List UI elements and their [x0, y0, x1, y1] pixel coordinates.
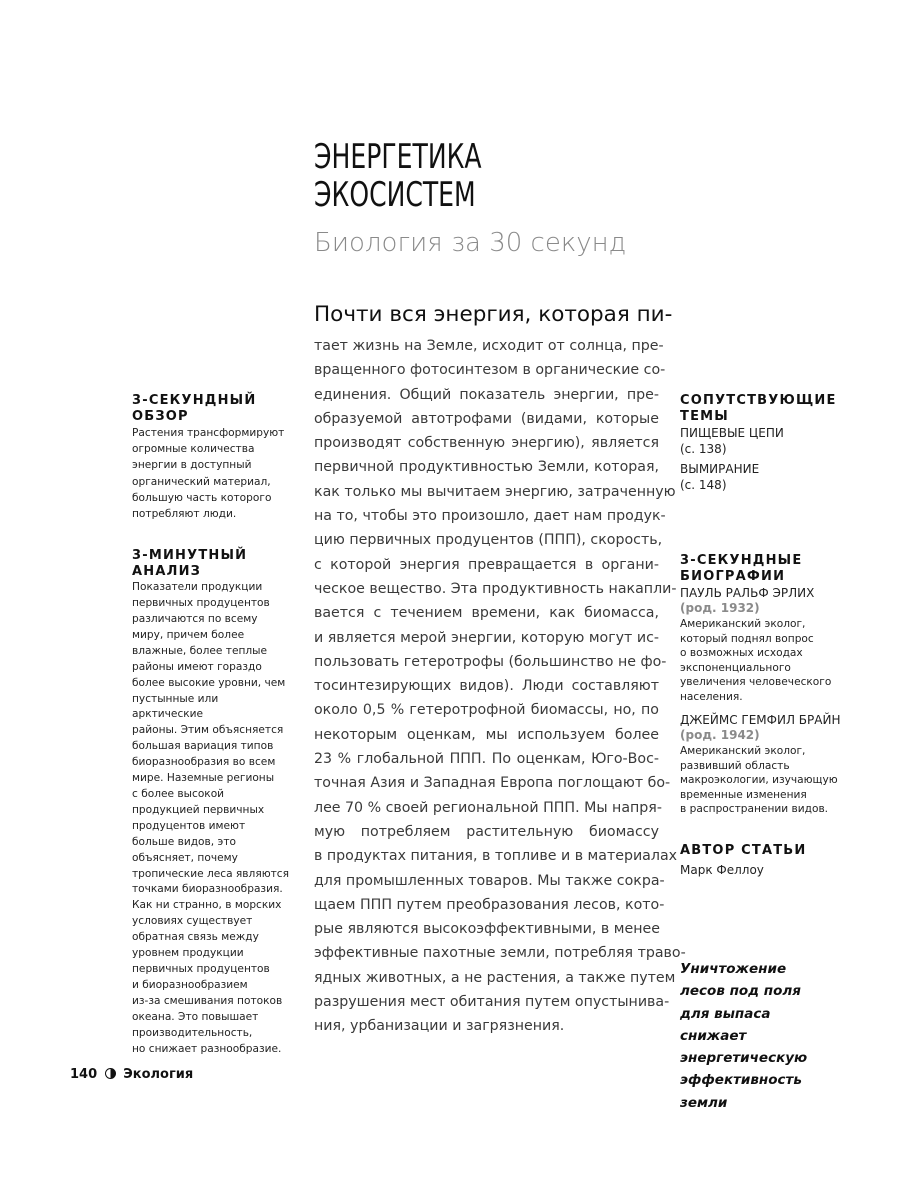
page-number: 140 [70, 1067, 98, 1082]
text-line: но снижает разнообразие. [132, 1042, 282, 1055]
title-line: ЭКОСИСТЕМ [314, 175, 476, 215]
text-line: точная Азия и Западная Европа поглощают бо- [314, 775, 671, 792]
related-topic[interactable] [680, 425, 850, 457]
bios-heading [680, 553, 850, 585]
text-line: 23 % глобальной ППП. По оценкам, Юго-Вос- [314, 751, 659, 768]
text-line: производительность, [132, 1026, 253, 1039]
text-line: тает жизнь на Земле, исходит от солнца, пре- [314, 338, 664, 354]
bio-name: ПАУЛЬ РАЛЬФ ЭРЛИХ [680, 586, 815, 600]
text-line: в распространении видов. [680, 803, 829, 815]
text-line: объясняет, почему [132, 851, 238, 864]
text-line: который поднял вопрос [680, 632, 814, 645]
text-line: влажные, более теплые [132, 644, 268, 657]
text-line: разрушения мест обитания путем опустынива- [314, 994, 670, 1011]
text-line: ядных животных, а не растения, а также путем [314, 969, 676, 986]
text-line: развивший область [680, 759, 790, 772]
text-line: тосинтезирующих видов). Люди составляют [314, 678, 659, 695]
author-heading: АВТОР СТАТЬИ [680, 842, 807, 858]
text-line: различаются по всему [132, 613, 258, 626]
lead-line: Почти вся энергия, которая пи- [314, 302, 673, 327]
image-caption [680, 958, 840, 1114]
text-line: цию первичных продуцентов (ППП), скорость, [314, 532, 663, 549]
text-line: единения. Общий показатель энергии, пре- [314, 386, 659, 403]
heading-line: 3-МИНУТНЫЙ [132, 548, 248, 564]
text-line: щаем ППП путем преобразования лесов, кото- [314, 896, 665, 913]
text-line: ческое вещество. Эта продуктивность накапли- [314, 580, 677, 597]
text-line: пустынные или арктические [132, 692, 219, 721]
text-line: эффективность [680, 1072, 802, 1089]
heading-line: СОПУТСТВУЮЩИЕ [680, 393, 837, 408]
text-line: вращенного фотосинтезом в органические со- [314, 362, 666, 379]
text-line: лее 70 % своей региональной ППП. Мы напря- [314, 799, 662, 816]
text-line: тропические леса являются [132, 867, 289, 880]
page-subtitle: Биология за 30 секунд [314, 228, 627, 258]
text-line: образуемой автотрофами (видами, которые [314, 410, 659, 427]
text-line: Американский эколог, [680, 618, 806, 630]
text-line: огромные количества [132, 443, 255, 456]
heading-line: ОБЗОР [132, 409, 189, 424]
analysis-text [132, 580, 292, 1057]
topic-page: (с. 148) [680, 478, 727, 492]
analysis-heading [132, 548, 292, 580]
text-line: с которой энергия превращается в органи- [314, 556, 659, 573]
text-line: Как ни странно, в морских [132, 899, 282, 912]
text-line: экспоненциального [680, 661, 791, 674]
topic-name: ВЫМИРАНИЕ [680, 462, 760, 476]
text-line: рые являются высокоэффективными, в менее [314, 921, 660, 938]
text-line: для выпаса снижает [680, 1005, 771, 1044]
text-line: потребляют люди. [132, 508, 237, 521]
heading-line: 3-СЕКУНДНЫЙ [132, 393, 257, 408]
text-line: условиях существует [132, 915, 253, 928]
title-line: ЭНЕРГЕТИКА [314, 137, 482, 177]
text-line: эффективные пахотные земли, потребляя траво- [314, 945, 686, 962]
text-line: некоторым оценкам, мы используем более [314, 726, 659, 743]
text-line: с более высокой [132, 788, 225, 800]
topic-page: (с. 138) [680, 442, 727, 456]
text-line: временные изменения [680, 788, 807, 801]
topic-name: ПИЩЕВЫЕ ЦЕПИ [680, 426, 784, 440]
text-line: и является мерой энергии, которую могут ис- [314, 629, 659, 646]
text-line: увеличения человеческого [680, 676, 832, 688]
text-line: более высокие уровни, чем [132, 676, 286, 689]
related-topic[interactable] [680, 461, 850, 493]
text-line: пользовать гетеротрофы (большинство не фо- [314, 653, 667, 670]
text-line: Уничтожение [680, 961, 787, 977]
text-line: биоразнообразия во всем [132, 756, 276, 769]
related-heading [680, 393, 850, 425]
text-line: населения. [680, 690, 743, 703]
text-line: энергии в доступный [132, 459, 252, 472]
half-circle-icon [105, 1068, 116, 1079]
bio-name: ДЖЕЙМС ГЕМФИЛ БРАЙН [680, 713, 841, 727]
text-line: земли [680, 1094, 728, 1111]
text-line: миру, причем более [132, 628, 245, 641]
overview-heading [132, 393, 292, 425]
text-line: большую часть которого [132, 491, 272, 504]
text-line: в продуктах питания, в топливе и в материалах [314, 848, 678, 865]
text-line: как только мы вычитаем энергию, затраченную [314, 483, 676, 500]
text-line: продукцией первичных [132, 803, 265, 816]
overview-text [132, 425, 292, 522]
text-line: мире. Наземные регионы [132, 772, 275, 785]
text-line: мую потребляем растительную биомассу [314, 823, 659, 840]
text-line: первичных продуцентов [132, 962, 270, 975]
right-sidebar [680, 393, 850, 878]
text-line: первичной продуктивностью Земли, которая, [314, 459, 659, 476]
text-line: ния, урбанизации и загрязнения. [314, 1018, 565, 1035]
text-line: вается с течением времени, как биомасса, [314, 605, 659, 622]
text-line: первичных продуцентов [132, 597, 270, 610]
text-line: макроэкологии, изучающую [680, 774, 838, 786]
text-line: на то, чтобы это произошло, дает нам продук- [314, 508, 666, 525]
bio-born: (род. 1932) [680, 601, 760, 615]
page-footer [70, 1067, 193, 1082]
text-line: для промышленных товаров. Мы также сокра- [314, 872, 665, 889]
heading-line: АНАЛИЗ [132, 564, 202, 580]
section-name: Экология [123, 1067, 194, 1082]
page-title [314, 138, 482, 214]
text-line: уровнем продукции [132, 947, 244, 960]
text-line: Растения трансформируют [132, 427, 285, 439]
bio [680, 585, 850, 704]
author-name: Марк Феллоу [680, 862, 764, 877]
heading-line: 3-СЕКУНДНЫЕ [680, 553, 803, 568]
text-line: больше видов, это [132, 835, 236, 848]
bio-born: (род. 1942) [680, 728, 760, 742]
text-line: энергетическую [680, 1050, 808, 1067]
text-line: Показатели продукции [132, 581, 263, 594]
text-line: органический материал, [132, 475, 271, 488]
bio [680, 712, 850, 817]
text-line: и биоразнообразием [132, 978, 248, 991]
heading-line: ТЕМЫ [680, 409, 729, 424]
text-line: продуцентов имеют [132, 819, 246, 832]
text-line: точками биоразнообразия. [132, 883, 283, 896]
text-line: о возможных исходах [680, 647, 803, 659]
text-line: лесов под поля [680, 983, 801, 1000]
text-line: Американский эколог, [680, 745, 806, 757]
text-line: большая вариация типов [132, 740, 274, 753]
bio-text [680, 617, 850, 704]
text-line: около 0,5 % гетеротрофной биомассы, но, по [314, 702, 659, 719]
text-line: районы имеют гораздо [132, 660, 262, 673]
bio-text [680, 744, 850, 817]
text-line: районы. Этим объясняется [132, 724, 284, 737]
text-line: обратная связь между [132, 931, 259, 944]
text-line: океана. Это повышает [132, 1010, 259, 1023]
heading-line: БИОГРАФИИ [680, 569, 786, 584]
text-line: из-за смешивания потоков [132, 994, 283, 1007]
left-sidebar [132, 393, 292, 1057]
body-text [314, 334, 686, 1039]
text-line: производят собственную энергию), является [314, 435, 659, 452]
